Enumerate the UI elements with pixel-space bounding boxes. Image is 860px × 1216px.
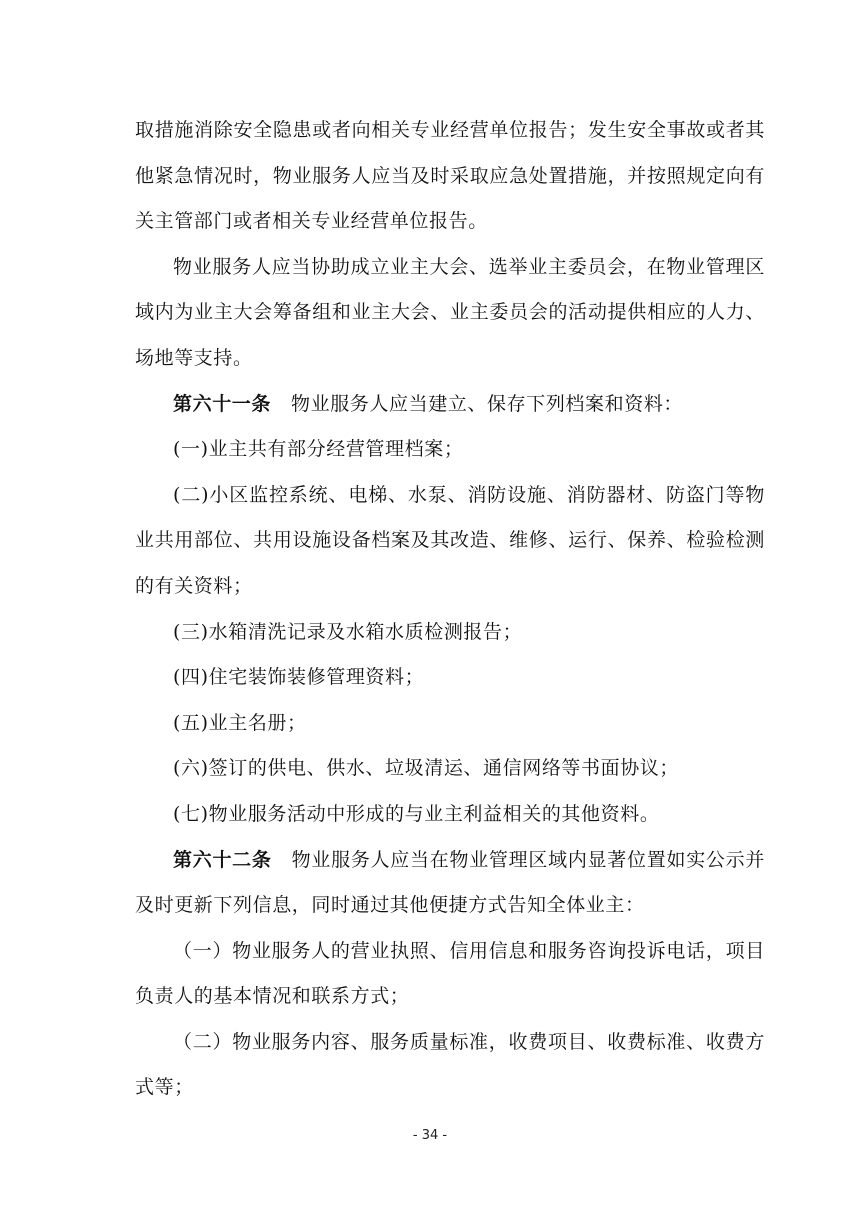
article-61-item-2: (二)小区监控系统、电梯、水泵、消防设施、消防器材、防盗门等物业共用部位、共用设施设备档案及其改造、维修、运行、保养、检验检测的有关资料； [135, 483, 765, 597]
paragraph-owners-assembly: 物业服务人应当协助成立业主大会、选举业主委员会，在物业管理区域内为业主大会筹备组和业主大会、业主委员会的活动提供相应的人力、场地等支持。 [135, 255, 765, 369]
body-text [135, 108, 765, 1111]
article-61-item-5: (五)业主名册； [173, 711, 307, 734]
paragraph-continuation: 取措施消除安全隐患或者向相关专业经营单位报告；发生安全事故或者其他紧急情况时，物业服务人应当及时采取应急处置措施，并按照规定向有关主管部门或者相关专业经营单位报告。 [135, 119, 765, 233]
article-61-item-4: (四)住宅装饰装修管理资料； [173, 666, 425, 689]
article-61-item-3: (三)水箱清洗记录及水箱水质检测报告； [173, 620, 523, 643]
article-62-item-2: （二）物业服务内容、服务质量标准，收费项目、收费标准、收费方式等； [135, 1030, 765, 1099]
article-62-heading [135, 838, 765, 929]
article-62-text: 物业服务人应当在物业管理区域内显著位置如实公示并及时更新下列信息，同时通过其他便捷方式告知全体业主： [135, 848, 765, 917]
article-62-number: 第六十二条 [173, 848, 272, 871]
article-61-number: 第六十一条 [173, 392, 272, 415]
article-61-heading [135, 382, 765, 428]
article-61-item-1: (一)业主共有部分经营管理档案； [173, 438, 464, 461]
article-61-item-6: (六)签订的供电、供水、垃圾清运、通信网络等书面协议； [173, 757, 680, 780]
article-61-text: 物业服务人应当建立、保存下列档案和资料： [291, 392, 684, 415]
page-number: - 34 - [412, 1128, 448, 1143]
article-62-item-1: （一）物业服务人的营业执照、信用信息和服务咨询投诉电话，项目负责人的基本情况和联系方式； [135, 939, 765, 1008]
article-61-item-7: (七)物业服务活动中形成的与业主利益相关的其他资料。 [173, 802, 660, 825]
